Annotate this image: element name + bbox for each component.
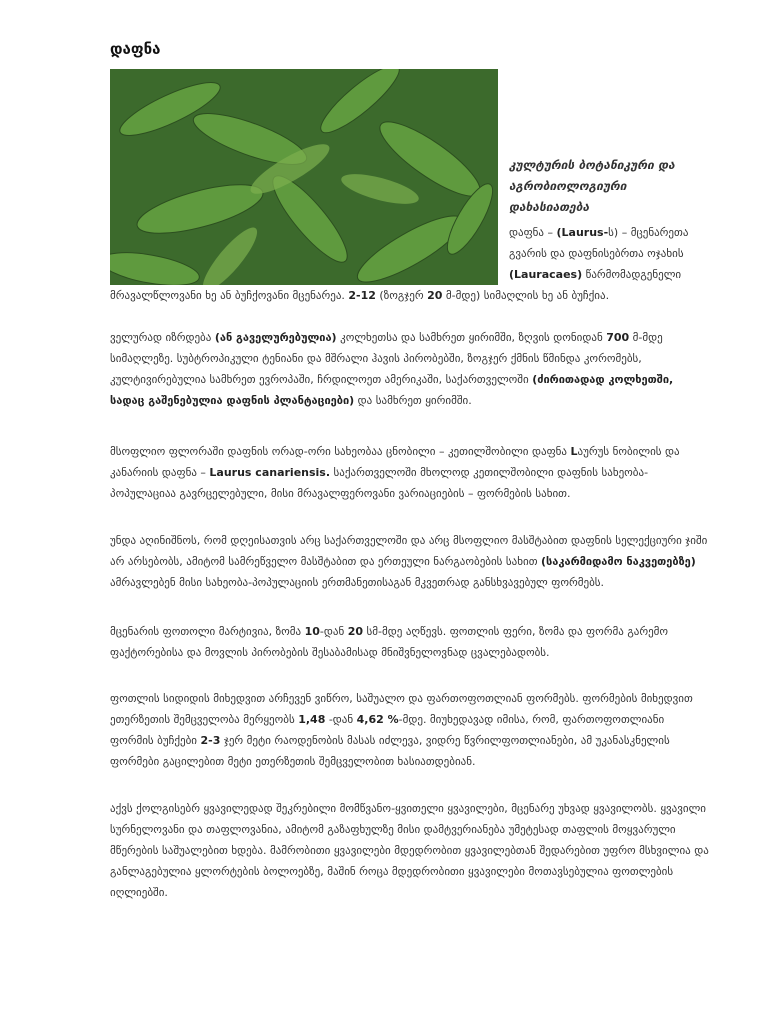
paragraph-text-segment: 20 <box>347 625 364 638</box>
paragraph-text-segment: აურუს ნობილის და კანარიის დაფნა – <box>110 445 680 479</box>
paragraph-text-segment: სმ-მდე აღწევს. ფოთლის ფერი, ზომა და ფორმა გარემო ფაქტორებისა და მოვლის პირობების შესაბამისად მნიშვნელოვნად ცვალებადობს. <box>110 625 669 659</box>
page-title: დაფნა <box>110 40 161 58</box>
paragraph-text-segment: -დან <box>319 625 348 638</box>
intro-text-1: დაფნა – <box>509 226 557 239</box>
intro-text-2: ს) – <box>608 226 628 239</box>
height-max: 20 <box>427 289 443 302</box>
paragraph-text-segment: ჯერ მეტი რაოდენობის მასას იძლევა, ვიდრე წვრილფოთლიანები, ამ უკანასკნელის ფორმები გაცილებით მეტი ეთერზეთის შემცველობით ხასიათდებიან. <box>110 734 670 768</box>
paragraph-text-segment: მ-მდე სიმაღლეზე. სუბტროპიკული ტენიანი და მშრალი ჰავის პირობებში, ზოგჯერ ქმნის წმინდა კორომებს, კულტივირებულია სამხრეთ ევროპაში, ჩრდილოეთ ამერიკაში, საქართველოში <box>110 331 663 386</box>
bay-laurel-photo <box>110 69 498 285</box>
paragraph-text-segment: 10 <box>304 625 320 638</box>
paragraph-text-segment: უნდა აღინიშნოს, რომ დღეისათვის არც საქართველოში და არც მსოფლიო მასშტაბით დაფნის სელექციური ჯიში არ არსებობს, ამიტომ სამრეწველო მასშტაბით და ერთეული ნარგაობების სახით <box>110 534 708 568</box>
paragraph-text-segment: 4,62 % <box>356 713 399 726</box>
paragraph-text-segment: (ძირითადად კოლხეთში, სადაც გაშენებულია დაფნის პლანტაციები) <box>110 373 674 407</box>
paragraph-text-segment: და სამხრეთ ყირიმში. <box>354 394 472 407</box>
paragraph-text-segment: Laurus canariensis. <box>209 466 331 479</box>
intro-paragraph <box>509 222 719 285</box>
paragraph-text-segment: კოლხეთსა და სამხრეთ ყირიმში, ზღვის დონიდან <box>336 331 607 344</box>
paragraph-5 <box>110 688 710 772</box>
latin-name: (Laurus- <box>556 226 609 239</box>
paragraph-text-segment: ფოთლის სიდიდის მიხედვით არჩევენ ვიწრო, საშუალო და ფართოფოთლიან ფორმებს. ფორმების მიხედვით ეთერზეთის შემცველობა მერყეობს <box>110 692 693 726</box>
family-name: (Lauracaes) <box>509 268 583 281</box>
paragraph-2 <box>110 441 710 504</box>
section-subtitle: კულტურის ბოტანიკური და აგრობიოლოგიური დახასიათება <box>509 158 675 214</box>
paragraph-text-segment: აქვს ქოლგისებრ ყვავილედად შეკრებილი მომწვანო-ყვითელი ყვავილები, მცენარე უხვად ყვავილობს. ყვავილი სურნელოვანი და თაფლოვანია, ამიტომ გაზაფხულზე მისი დამტვერიანება უმეტესად თაფლის მოყვარული მწერების საშუალებით ხდება. მამრობითი ყვავილები მდედრობით ყვავილებთან შედარებით უფრო მსხვილია და განლაგებულია ყლორტების ბოლოებზე, მაშინ როცა მდედრობითი ყვავილები მოთავსებულია ფოთლების იღლიებში. <box>110 802 709 899</box>
intro-text-5: მრავალწლოვანი ხე ან ბუჩქოვანი მცენარეა. <box>110 289 349 302</box>
paragraph-3 <box>110 530 710 593</box>
intro-text-6: (ზოგჯერ <box>375 289 428 302</box>
paragraph-text-segment: ამრავლებენ მისი სახეობა-პოპულაციის ერთმანეთისაგან მკვეთრად განსხვავებულ ფორმებს. <box>110 576 605 589</box>
intro-continuation <box>110 285 710 306</box>
intro-text-4: წარმომადგენელი <box>582 268 682 281</box>
paragraph-text-segment: -დან <box>325 713 357 726</box>
intro-text-7: მ-მდე) სიმაღლის ხე ან ბუჩქია. <box>442 289 610 302</box>
paragraph-text-segment: ველურად იზრდება <box>110 331 215 344</box>
leaves-illustration <box>110 69 498 285</box>
paragraph-text-segment: (საკარმიდამო ნაკვეთებზე) <box>541 555 696 568</box>
intro-text-3: მცენარეთა გვარის და დაფნისებრთა ოჯახის <box>509 226 689 260</box>
paragraph-6 <box>110 798 710 903</box>
paragraph-text-segment: 1,48 <box>298 713 326 726</box>
paragraph-1 <box>110 327 710 411</box>
paragraph-text-segment: მსოფლიო ფლორაში დაფნის ორად-ორი სახეობაა ცნობილი – კეთილშობილი დაფნა <box>110 445 571 458</box>
paragraph-text-segment: 700 <box>606 331 630 344</box>
height-range: 2-12 <box>348 289 376 302</box>
paragraph-text-segment: -მდე. მიუხედავად იმისა, რომ, ფართოფოთლიანი ფორმის ბუჩქები <box>110 713 665 747</box>
paragraph-4 <box>110 621 710 663</box>
paragraph-text-segment: L <box>570 445 578 458</box>
paragraph-text-segment: 2-3 <box>200 734 221 747</box>
paragraph-text-segment: საქართველოში მხოლოდ კეთილშობილი დაფნის სახეობა-პოპულაციაა გავრცელებული, მისი მრავალფეროვანი ვარიაციების – ფორმების სახით. <box>110 466 649 500</box>
paragraph-text-segment: (ან გაველურებულია) <box>214 331 337 344</box>
paragraph-text-segment: მცენარის ფოთოლი მარტივია, ზომა <box>110 625 305 638</box>
